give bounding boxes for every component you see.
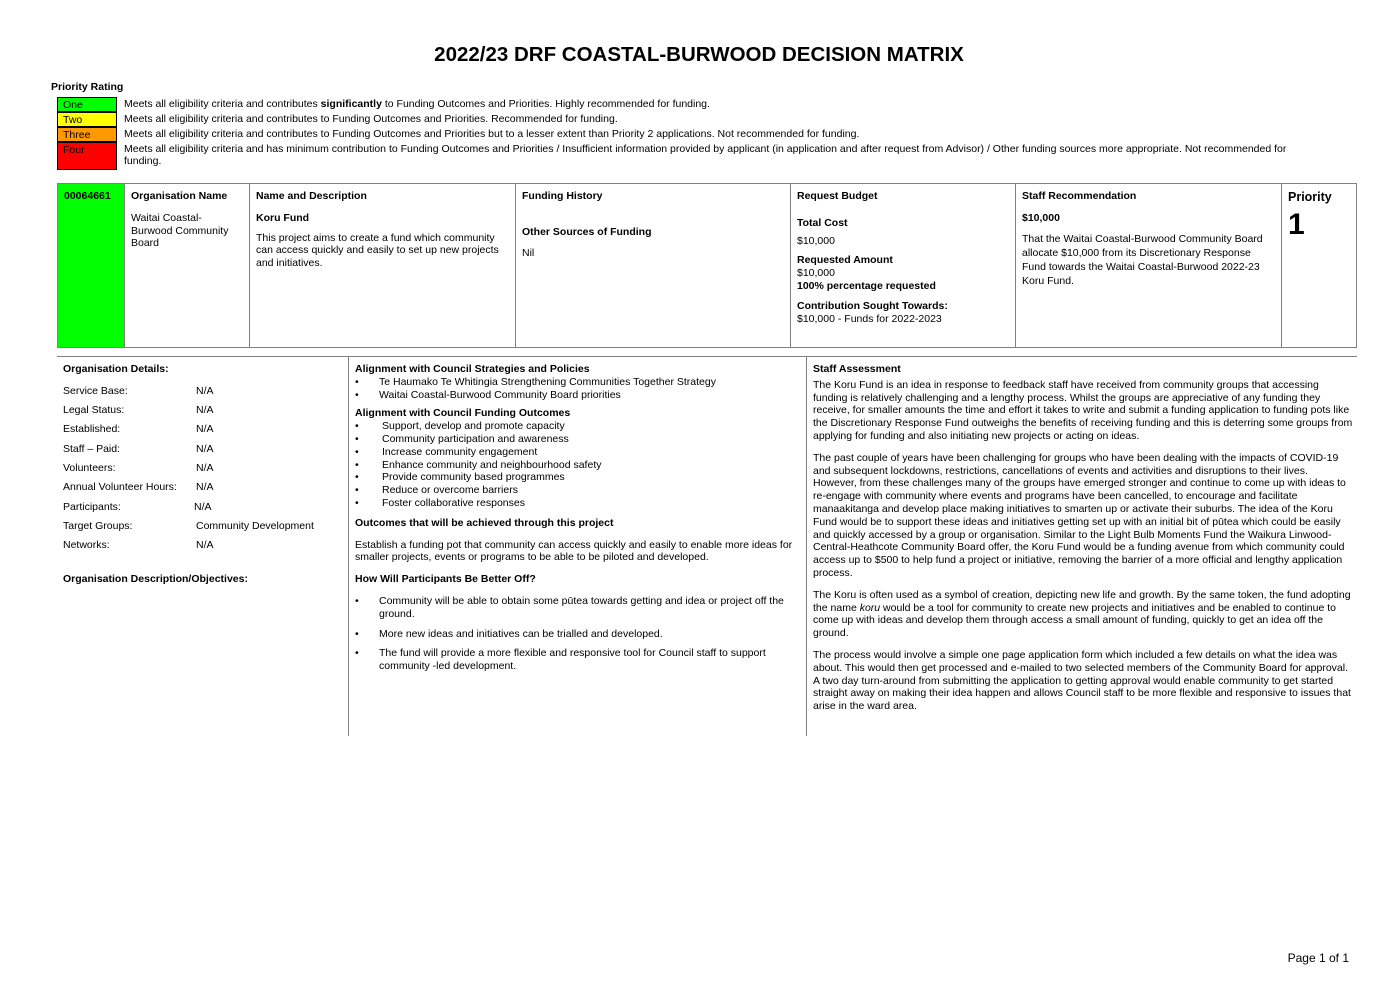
list-item: • More new ideas and initiatives can be trialled and developed. [355, 628, 800, 641]
funding-history-cell [516, 184, 791, 347]
application-id: 00064661 [64, 190, 111, 202]
assessment-paragraph-3: The Koru is often used as a symbol of creation, depicting new life and growth. By the same token, the fund adopting the name koru would be a tool for community to create new projects and initiatives and be enabled to continue to come up with ideas and develop them through access a small amount of funding, quickly to get an idea off the ground. [813, 588, 1351, 640]
project-cell [250, 184, 516, 347]
staff-recommendation-header: Staff Recommendation [1022, 190, 1137, 202]
page-number: Page 1 of 1 [1287, 951, 1349, 965]
detail-row: Participants: N/A [63, 500, 212, 513]
organisation-name-header: Organisation Name [131, 190, 228, 202]
list-item: • Provide community based programmes [355, 471, 800, 484]
list-item: • Community participation and awareness [355, 433, 800, 446]
priority-header: Priority [1288, 190, 1332, 204]
rating-desc-two: Meets all eligibility criteria and contributes to Funding Outcomes and Priorities. Recommended for funding. [124, 113, 618, 125]
organisation-name: Waitai Coastal-Burwood Community Board [131, 211, 229, 250]
rating-row-three [57, 127, 1304, 142]
total-cost-label: Total Cost [797, 216, 848, 229]
rating-row-two [57, 112, 1304, 127]
other-sources-header: Other Sources of Funding [522, 225, 652, 238]
application-table [57, 183, 1357, 348]
assessment-paragraph-1: The Koru Fund is an idea in response to feedback staff have received from community groups that accessing funding is relatively challenging and a lengthy process. Whilst the groups are appreciative of any funding they receive, for smaller amounts the time and effort it takes to write and submit a funding application to funding pots like the Discretionary Response Fund outweighs the benefits of receiving funding and this is deterring some groups from applying for funding and also initiating new projects or acting on ideas. [813, 378, 1353, 442]
rating-desc-three: Meets all eligibility criteria and contributes to Funding Outcomes and Priorities but to a lesser extent than Priority 2 applications. Not recommended for funding. [124, 128, 860, 140]
list-item: • Enhance community and neighbourhood safety [355, 459, 800, 472]
priority-cell [1282, 184, 1356, 347]
rating-row-one [57, 97, 1304, 112]
other-sources-value: Nil [522, 246, 535, 259]
list-item: • Reduce or overcome barriers [355, 484, 800, 497]
achieved-heading: Outcomes that will be achieved through this project [355, 516, 614, 529]
funding-history-header: Funding History [522, 190, 603, 202]
detail-row: Established: N/A [63, 423, 214, 436]
organisation-details-heading: Organisation Details: [63, 363, 169, 375]
organisation-cell [125, 184, 250, 347]
detail-row: Networks: N/A [63, 539, 214, 552]
total-cost-value: $10,000 [797, 234, 835, 247]
recommendation-amount: $10,000 [1022, 211, 1060, 224]
rating-swatch-one: One [57, 97, 117, 112]
achieved-text: Establish a funding pot that community can access quickly and easily to enable more ideas for smaller projects, events or programs to be able to be piloted and developed. [355, 538, 793, 564]
outcomes-heading: Alignment with Council Funding Outcomes [355, 407, 571, 420]
rating-desc-four: Meets all eligibility criteria and has minimum contribution to Funding Outcomes and Priorities / Insufficient information provided by applicant (in application and after request from Advisor) / Other funding sources more appropriate. Not recommended for funding. [124, 143, 1287, 167]
staff-recommendation-cell [1016, 184, 1282, 347]
assessment-paragraph-4: The process would involve a simple one page application form which included a few details on what the idea was about. This would then get processed and e-mailed to two selected members of the Community Board for approval. A two day turn-around from submitting the application to getting approval would enable community to get started straight away on making their idea happen and allows Council staff to be more flexible and responsive to issues that arise in the ward area. [813, 648, 1351, 713]
staff-assessment-column [806, 357, 1357, 736]
detail-row: Volunteers: N/A [63, 461, 214, 474]
list-item: • Waitai Coastal-Burwood Community Board priorities [355, 389, 800, 402]
priority-rating-heading: Priority Rating [51, 81, 124, 93]
priority-value: 1 [1288, 208, 1305, 242]
request-budget-header: Request Budget [797, 190, 878, 202]
outcomes-list [355, 420, 800, 510]
contribution-label: Contribution Sought Towards: [797, 299, 948, 312]
rating-swatch-four: Four [57, 142, 117, 170]
name-description-header: Name and Description [256, 190, 367, 202]
details-section [57, 356, 1357, 736]
document-title: 2022/23 DRF COASTAL-BURWOOD DECISION MATRIX [434, 43, 964, 66]
rating-swatch-three: Three [57, 127, 117, 142]
application-id-cell [58, 184, 125, 347]
list-item: • Increase community engagement [355, 446, 800, 459]
detail-row: Target Groups: Community Development [63, 519, 314, 532]
rating-desc-one: Meets all eligibility criteria and contributes significantly to Funding Outcomes and Priorities. Highly recommended for funding. [124, 98, 710, 110]
organisation-description-heading: Organisation Description/Objectives: [63, 573, 248, 586]
alignment-column [348, 357, 806, 736]
requested-amount-label: Requested Amount [797, 254, 893, 267]
strategies-list [355, 376, 800, 402]
rating-swatch-two: Two [57, 112, 117, 127]
detail-row: Legal Status: N/A [63, 404, 214, 417]
detail-row: Annual Volunteer Hours: N/A [63, 481, 214, 494]
better-off-list [355, 595, 800, 673]
recommendation-text: That the Waitai Coastal-Burwood Community Board allocate $10,000 from its Discretionary Response Fund towards the Waitai Coastal-Burwood 2022-23 Koru Fund. [1022, 232, 1263, 287]
strategies-heading: Alignment with Council Strategies and Policies [355, 363, 590, 375]
requested-amount-value: $10,000 [797, 267, 835, 280]
staff-assessment-heading: Staff Assessment [813, 363, 901, 375]
list-item: • Support, develop and promote capacity [355, 420, 800, 433]
detail-row: Service Base: N/A [63, 384, 214, 397]
rating-row-four [57, 142, 1304, 167]
list-item: • Te Haumako Te Whitingia Strengthening Communities Together Strategy [355, 376, 800, 389]
contribution-value: $10,000 - Funds for 2022-2023 [797, 312, 942, 325]
detail-row: Staff – Paid: N/A [63, 442, 214, 455]
list-item: • Community will be able to obtain some pūtea towards getting and idea or project off the ground. [355, 595, 800, 621]
assessment-paragraph-2: The past couple of years have been challenging for groups who have been dealing with the impacts of COVID-19 and subsequent lockdowns, restrictions, cancellations of events and activities and disruptions to their lives. However, from these challenges many of the groups have emerged stronger and continue to come up with ideas to re-engage with community where events and programs have been cancelled, to encourage and facilitate manaakitanga and develop place making initiatives to smarten up or activate their suburbs. The idea of the Koru Fund would be to support these ideas and initiatives getting set up with an initial bit of pūtea which could be easily and quickly accessed by a group or organisation. Similar to the Light Bulb Moments Fund the Waikura Linwood-Central-Heathcote Community Board offer, the Koru Fund would be a funding avenue from which community could access up to $500 to help fund a project or initiative, removing the barrier of a more official and lengthy application process. [813, 451, 1346, 579]
better-off-heading: How Will Participants Be Better Off? [355, 573, 536, 586]
requested-percentage: 100% percentage requested [797, 279, 936, 292]
request-budget-cell [791, 184, 1016, 347]
project-name: Koru Fund [256, 211, 310, 224]
list-item: • Foster collaborative responses [355, 497, 800, 510]
project-description: This project aims to create a fund which community can access quickly and easily to set up new projects and initiatives. [256, 231, 499, 270]
list-item: • The fund will provide a more flexible and responsive tool for Council staff to support community -led development. [355, 647, 800, 673]
organisation-details-column [57, 357, 348, 736]
